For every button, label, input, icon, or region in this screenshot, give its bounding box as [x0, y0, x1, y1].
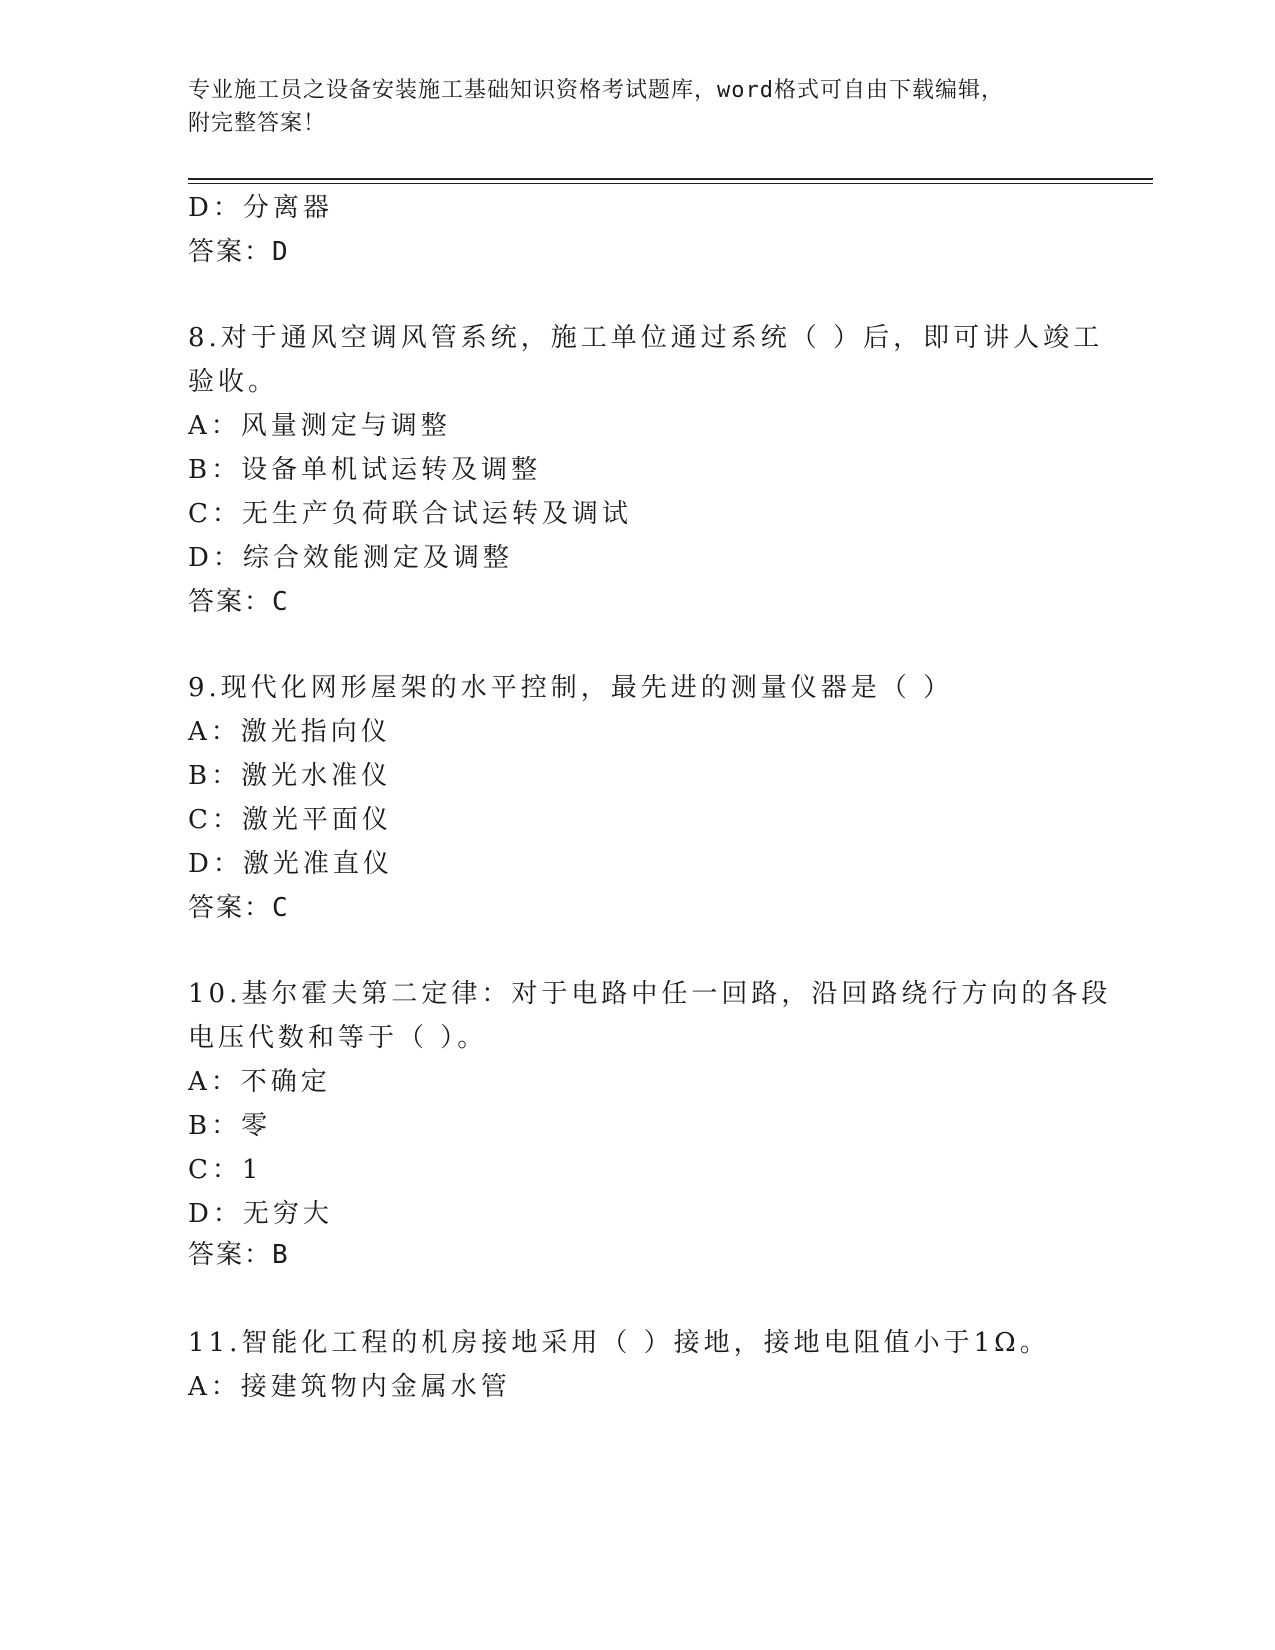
q8-stem-line-2: 验收。 — [188, 367, 279, 397]
header-line-1: 专业施工员之设备安装施工基础知识资格考试题库，word格式可自由下载编辑， — [188, 78, 1004, 103]
header-line-2: 附完整答案！ — [188, 111, 327, 136]
q10-stem-line-1: 10.基尔霍夫第二定律：对于电路中任一回路，沿回路绕行方向的各段 — [188, 979, 1112, 1009]
q8-answer: 答案：C — [188, 587, 290, 617]
q8-stem-line-1: 8.对于通风空调风管系统，施工单位通过系统（ ）后，即可讲人竣工 — [188, 323, 1104, 353]
header-divider-thin — [188, 183, 1153, 184]
q8-option-c: C：无生产负荷联合试运转及调试 — [188, 499, 632, 529]
q9-option-a: A：激光指向仪 — [188, 717, 391, 747]
q10-answer: 答案：B — [188, 1240, 290, 1270]
header-divider-thick — [188, 178, 1153, 180]
q8-option-d: D：综合效能测定及调整 — [188, 543, 513, 573]
q10-option-a: A：不确定 — [188, 1067, 331, 1097]
document-header — [188, 74, 1088, 140]
q11-option-a: A：接建筑物内金属水管 — [188, 1372, 511, 1402]
q11-stem-line-1: 11.智能化工程的机房接地采用（ ）接地，接地电阻值小于1Ω。 — [188, 1328, 1050, 1358]
q10-option-d: D：无穷大 — [188, 1199, 333, 1229]
q8-option-b: B：设备单机试运转及调整 — [188, 455, 542, 485]
q9-option-c: C：激光平面仪 — [188, 805, 392, 835]
prev-answer: 答案：D — [188, 237, 290, 267]
q10-option-c: C：1 — [188, 1155, 263, 1185]
q8-option-a: A：风量测定与调整 — [188, 411, 451, 441]
q9-option-b: B：激光水准仪 — [188, 761, 392, 791]
prev-option-d: D：分离器 — [188, 193, 333, 223]
q10-option-b: B：零 — [188, 1111, 272, 1141]
q9-option-d: D：激光准直仪 — [188, 849, 393, 879]
q10-stem-line-2: 电压代数和等于（ ）。 — [188, 1023, 488, 1053]
q9-answer: 答案：C — [188, 893, 290, 923]
q9-stem-line-1: 9.现代化网形屋架的水平控制，最先进的测量仪器是（ ） — [188, 673, 954, 703]
